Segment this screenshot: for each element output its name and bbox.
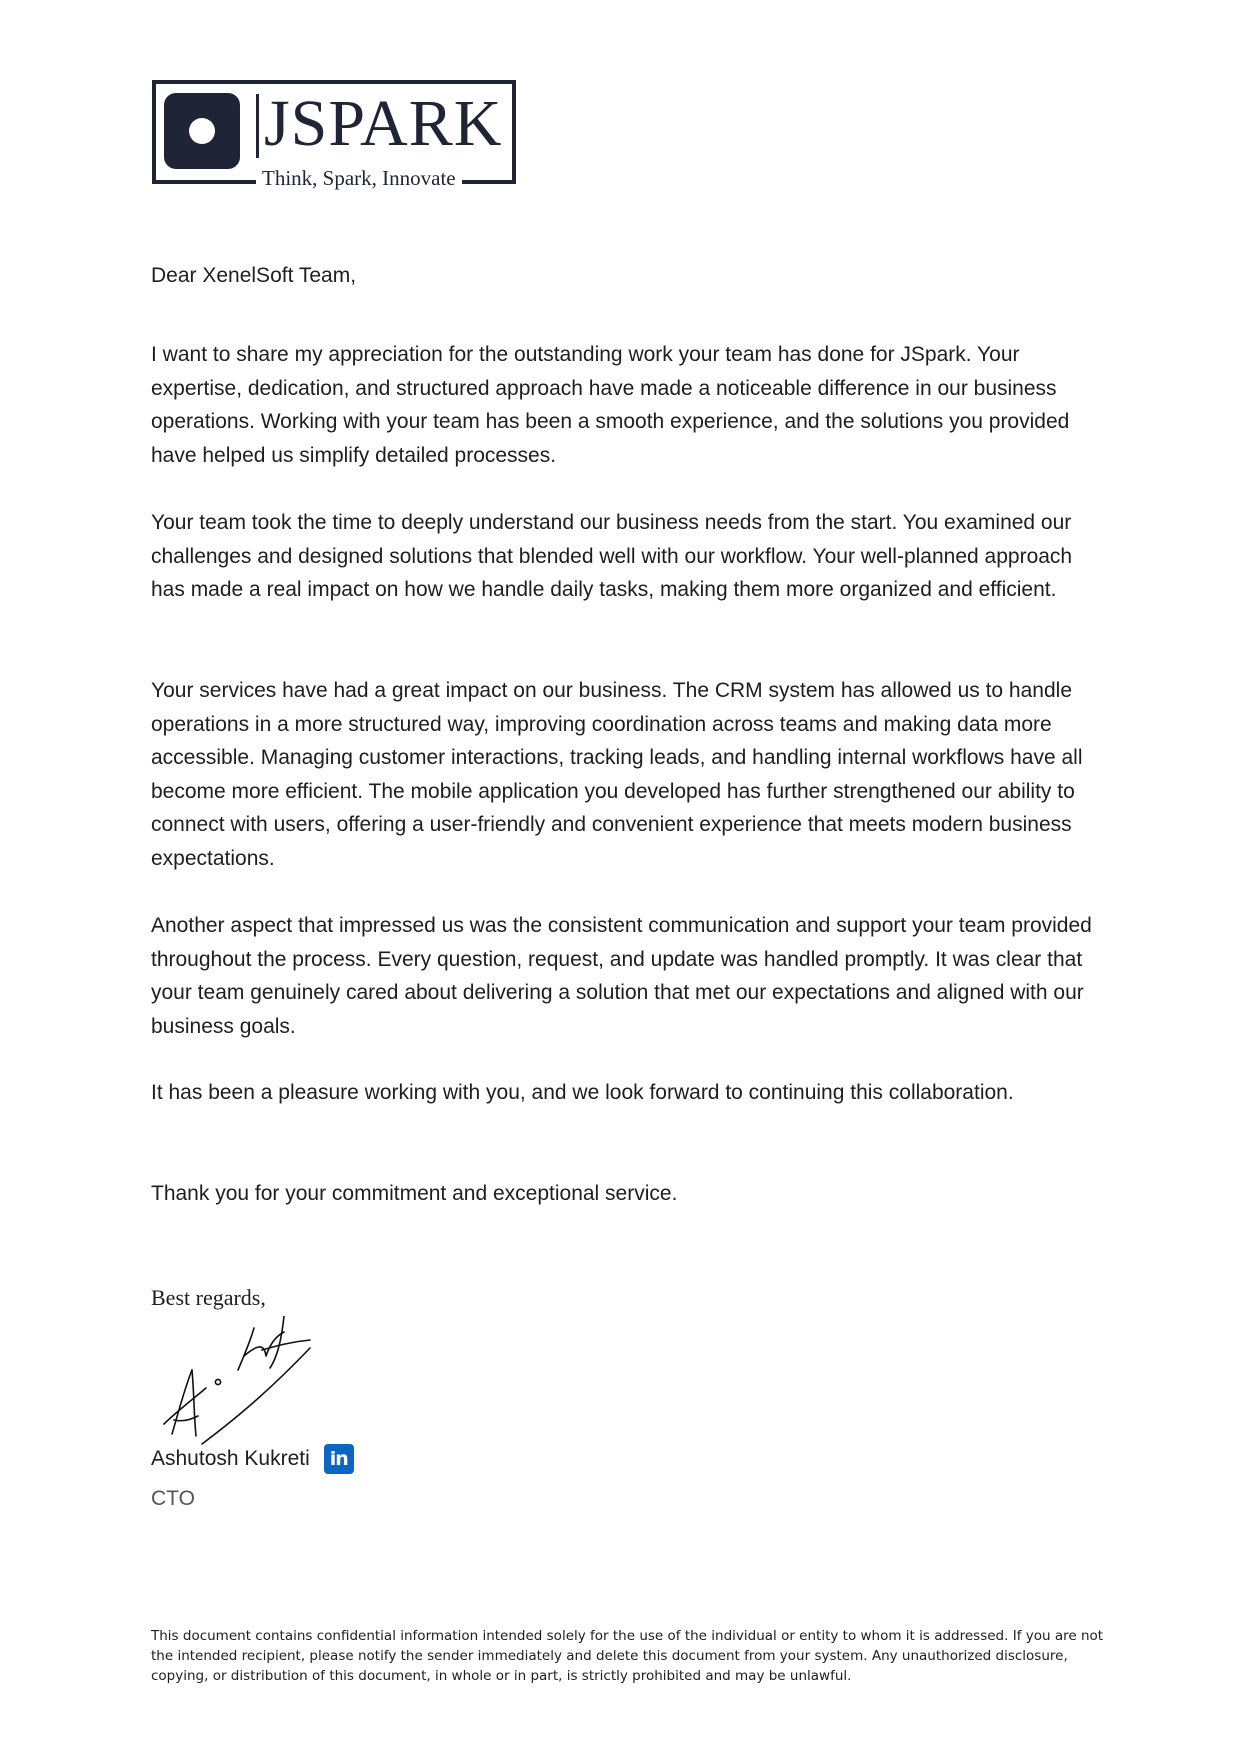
logo-divider — [256, 94, 259, 158]
linkedin-icon[interactable]: in — [324, 1444, 354, 1474]
signer-row — [151, 1442, 354, 1476]
logo-tagline: Think, Spark, Innovate — [256, 166, 462, 190]
closing: Best regards, — [151, 1285, 266, 1310]
confidentiality-disclaimer: This document contains confidential information intended solely for the use of the individual or entity to whom it is addressed. If you are not the intended recipient, please notify the sender immediately and delete this document from your system. Any unauthorized disclosure, copying, or distribution of this document, in whole or in part, is strictly prohibited and may be unlawful. — [151, 1628, 1104, 1684]
company-logo — [152, 80, 516, 190]
signer-name: Ashutosh Kukreti — [151, 1447, 310, 1470]
paragraph-communication: Another aspect that impressed us was the consistent communication and support your team provided throughout the process. Every question, request, and update was handled promptly. It was clear that your team genuinely cared about delivering a solution that met our expectations and aligned with our business goals. — [151, 914, 1092, 1038]
handwritten-signature — [160, 1316, 330, 1446]
paragraph-appreciation: I want to share my appreciation for the outstanding work your team has done for JSpark. Your expertise, dedication, and structured approach have made a noticeable difference in our business operations. Working with your team has been a smooth experience, and the solutions you provided have helped us simplify detailed processes. — [151, 343, 1070, 467]
paragraph-pleasure: It has been a pleasure working with you, and we look forward to continuing this collaboration. — [151, 1081, 1014, 1104]
logo-wordmark: JSPARK — [264, 87, 503, 160]
paragraph-understanding: Your team took the time to deeply understand our business needs from the start. You examined our challenges and designed solutions that blended well with our workflow. Your well-planned approach has made a real impact on how we handle daily tasks, making them more organized and efficient. — [151, 511, 1073, 602]
logo-dot — [189, 118, 215, 144]
paragraph-services-impact: Your services have had a great impact on our business. The CRM system has allowed us to handle operations in a more structured way, improving coordination across teams and making data more accessible. Managing customer interactions, tracking leads, and handling internal workflows have all become more efficient. The mobile application you developed has further strengthened our ability to connect with users, offering a user-friendly and convenient experience that meets modern business expectations. — [151, 679, 1083, 870]
logo-mark-icon — [164, 93, 240, 169]
signer-title: CTO — [151, 1487, 195, 1510]
salutation: Dear XenelSoft Team, — [151, 264, 357, 287]
paragraph-thanks: Thank you for your commitment and exceptional service. — [151, 1182, 678, 1205]
